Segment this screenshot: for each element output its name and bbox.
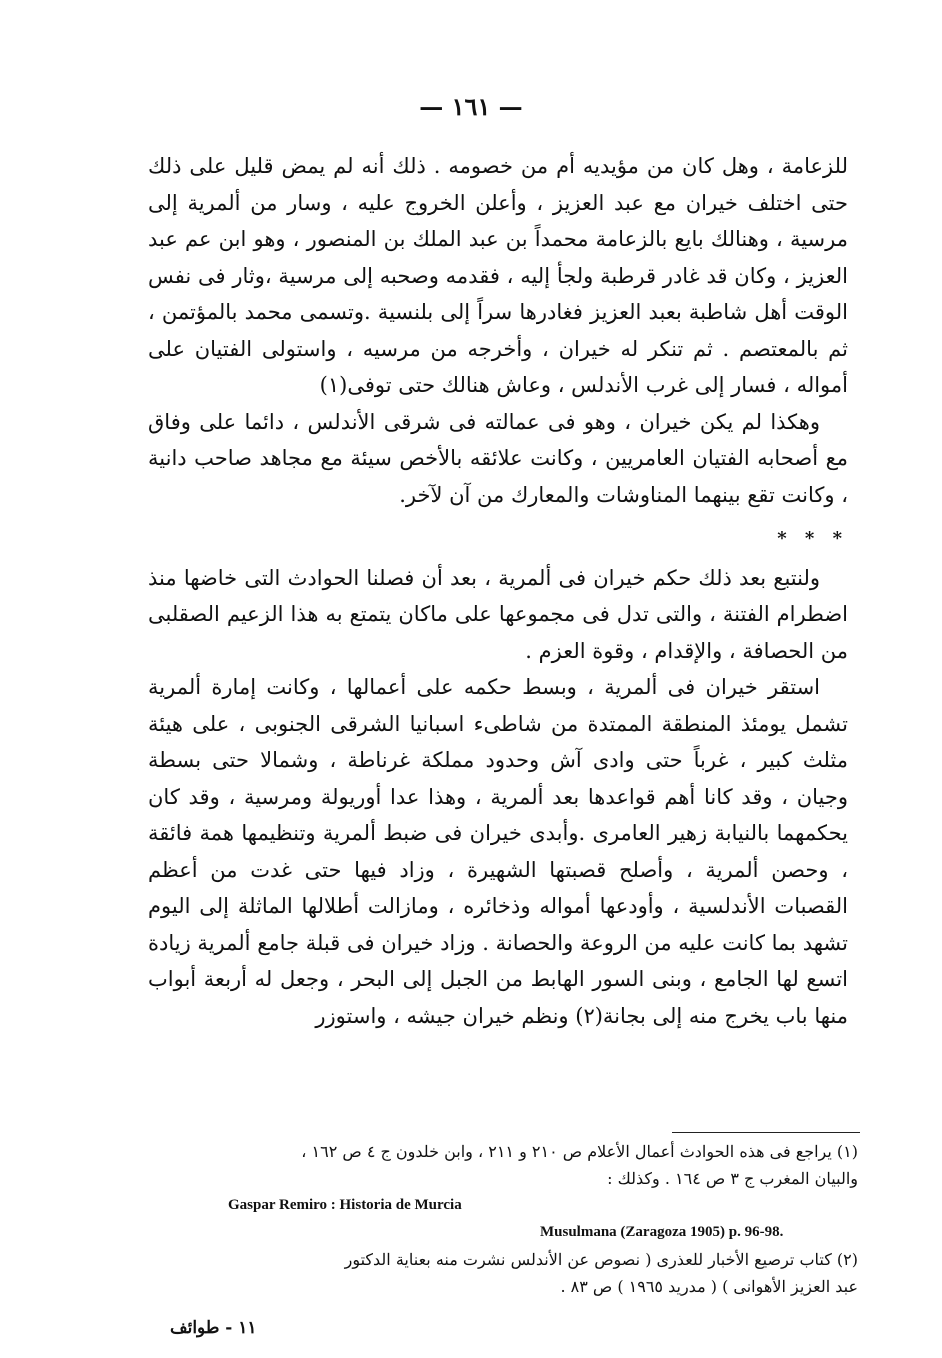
paragraph: وهكذا لم يكن خيران ، وهو فى عمالته فى شرقى الأندلس ، دائما على وفاق مع أصحابه الفتيان العامريين ، وكانت علائقه بالأخص سيئة مع مجاهد صاحب دانية ، وكانت تقع بينهما المناوشات والمعارك من آن لآخر.: [148, 409, 848, 507]
main-text: [148, 148, 848, 1034]
section-separator: * * *: [777, 528, 848, 549]
paragraph: للزعامة ، وهل كان من مؤيديه أم من خصومه . ذلك أنه لم يمض قليل على ذلك حتى اختلف خيران مع عبد العزيز ، وأعلن الخروج عليه ، وسار من ألمرية إلى مرسية ، وهنالك بايع بالزعامة محمداً بن عبد الملك بن المنصور ، وهو ابن عم عبد العزيز ، وكان قد غادر قرطبة ولجأ إليه ، فقدمه وصحبه إلى مرسية ،وثار فى نفس الوقت أهل شاطبة بعبد العزيز فغادرها سراً إلى بلنسية .وتسمى محمد بالمؤتمن ، ثم بالمعتصم . ثم تنكر له خيران ، وأخرجه من مرسيه ، واستولى الفتيان على أمواله ، فسار إلى غرب الأندلس ، وعاش هنالك حتى توفى(١): [148, 154, 848, 397]
footnote-1-line: والبيان المغرب ج ٣ ص ١٦٤ . وكذلك :: [607, 1169, 858, 1188]
footnote-2-line: (٢) كتاب ترصيع الأخبار للعذرى ( نصوص عن الأندلس نشرت منه بعناية الدكتور: [344, 1250, 858, 1269]
footnote-1-reference: Gaspar Remiro : Historia de Murcia: [228, 1197, 462, 1213]
footnote-divider: [672, 1132, 860, 1133]
footnote-1-reference: Musulmana (Zaragoza 1905) p. 96-98.: [540, 1224, 784, 1240]
paragraph: استقر خيران فى ألمرية ، وبسط حكمه على أعمالها ، وكانت إمارة ألمرية تشمل يومئذ المنطقة الممتدة من شاطىء اسبانيا الشرقى الجنوبى ، على هيئة مثلث كبير ، غرباً حتى وادى آش وحدود مملكة غرناطة ، وشمالا حتى بسطة وجيان ، وقد كانا أهم قواعدها بعد ألمرية ، وهذا عدا أوريولة ومرسية ، وقد كان يحكمهما بالنيابة زهير العامرى .وأبدى خيران فى ضبط ألمرية وتنظيمها همة فائقة ، وحصن ألمرية ، وأصلح قصبتها الشهيرة ، وزاد فيها حتى غدت من أعظم القصبات الأندلسية ، وأودعها أمواله وذخائره ، ومازالت أطلالها الماثلة إلى اليوم تشهد بما كانت عليه من الروعة والحصانة . وزاد خيران فى قبلة جامع ألمرية زيادة اتسع لها الجامع ، وبنى السور الهابط من الجبل إلى البحر ، وجعل له أربعة أبواب منها باب يخرج منه إلى بجانة(٢) ونظم خيران جيشه ، واستوزر: [148, 675, 849, 1028]
signature-mark: ١١ - طوائف: [170, 1318, 257, 1338]
footnote-2-line: عبد العزيز الأهوانى ) ( مدريد ١٩٦٥ ) ص ٨٣ .: [560, 1277, 858, 1296]
footnote-1-line: (١) يراجع فى هذه الحوادث أعمال الأعلام ص ٢١٠ و ٢١١ ، وابن خلدون ج ٤ ص ١٦٢ ،: [301, 1142, 858, 1161]
footnotes: [148, 1138, 858, 1300]
page-number: — ١٦١ —: [419, 92, 523, 121]
paragraph: ولنتبع بعد ذلك حكم خيران فى ألمرية ، بعد أن فصلنا الحوادث التى خاضها منذ اضطرام الفتنة ، والتى تدل فى مجموعها على ماكان يتمتع به هذا الزعيم الصقلبى من الحصافة ، والإقدام ، وقوة العزم .: [148, 565, 848, 663]
